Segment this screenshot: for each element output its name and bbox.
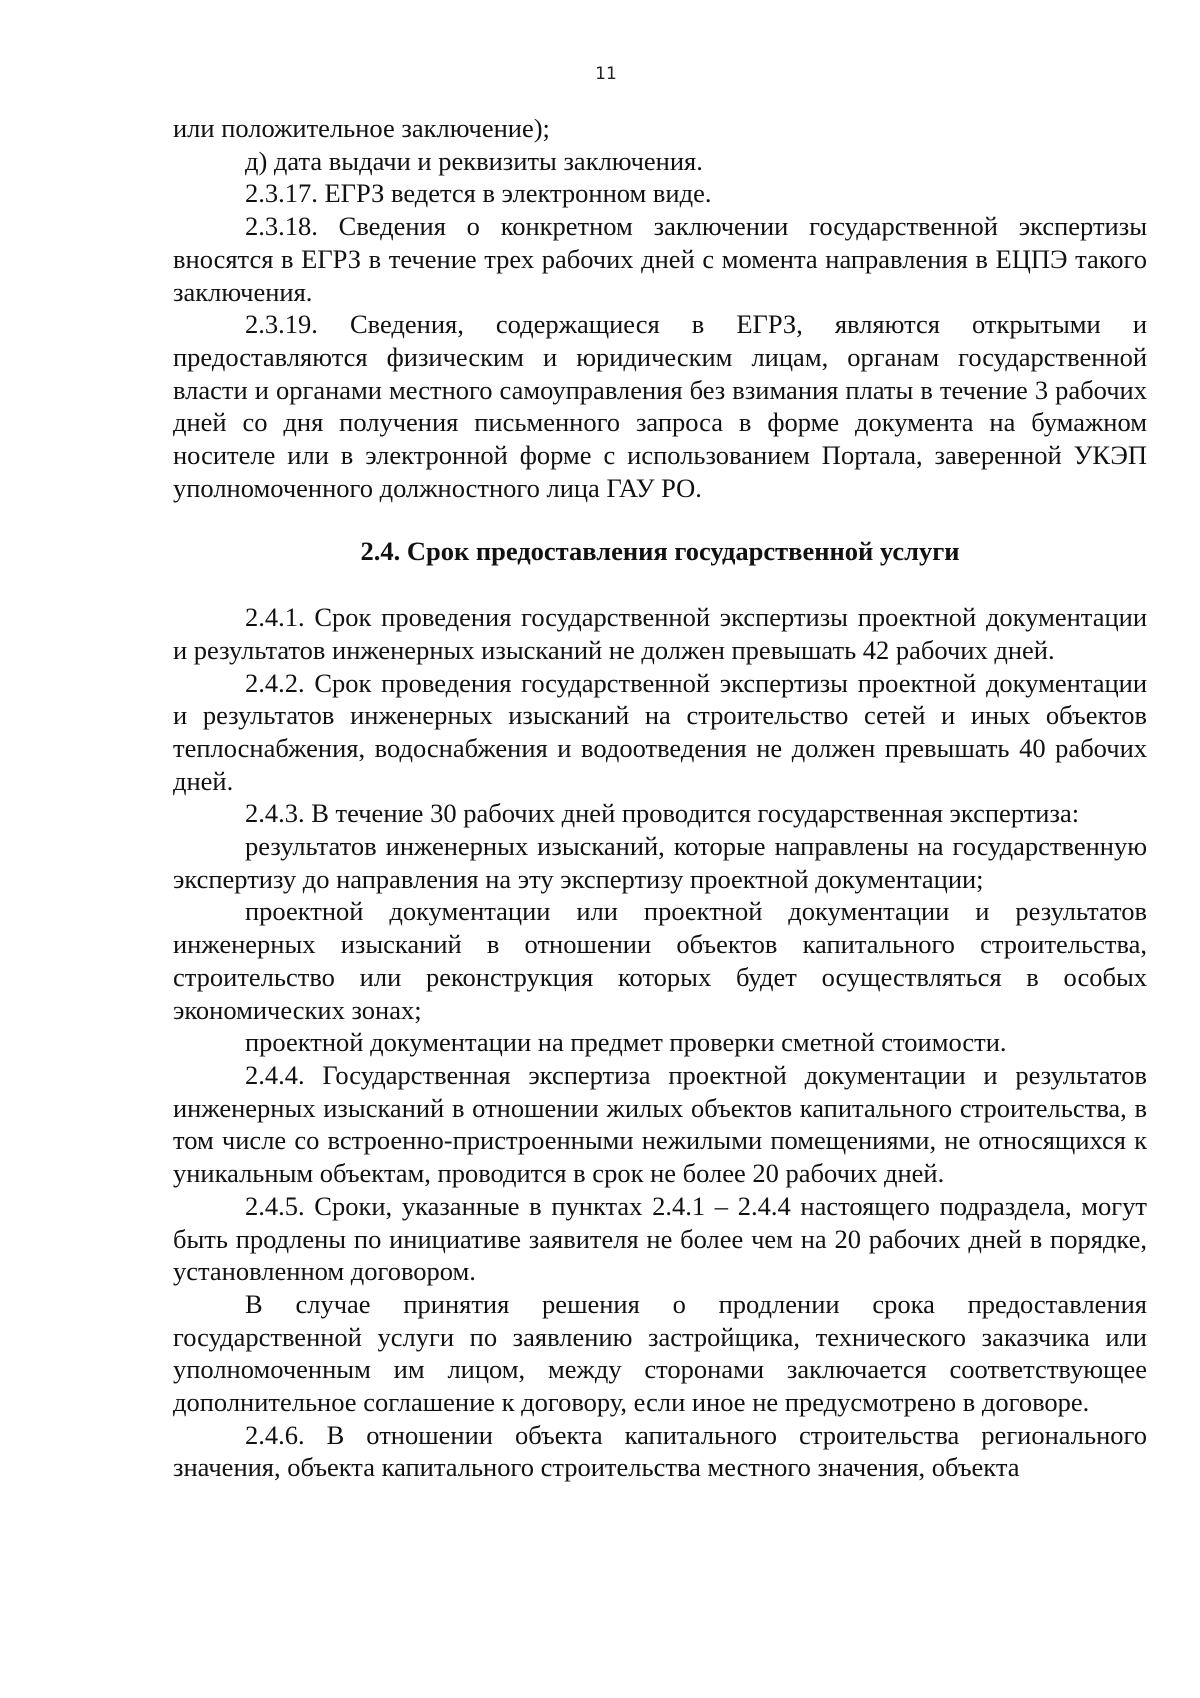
document-body bbox=[173, 112, 1147, 1484]
page-number: 11 bbox=[595, 64, 617, 84]
paragraph-2-4-5: 2.4.5. Сроки, указанные в пунктах 2.4.1 – 2.4.4 настоящего подраздела, могут быть продлены по инициативе заявителя не более чем на 20 рабочих дней в порядке, установленном договором. bbox=[173, 1190, 1147, 1287]
paragraph-item-d: д) дата выдачи и реквизиты заключения. bbox=[245, 145, 703, 176]
paragraph-extension-agreement: В случае принятия решения о продлении срока предоставления государственной услуги по заявлению застройщика, технического заказчика или уполномоченным им лицом, между сторонами заключается соответствующее дополнительное соглашение к договору, если иное не предусмотрено в договоре. bbox=[173, 1288, 1147, 1418]
paragraph-2-3-18: 2.3.18. Сведения о конкретном заключении государственной экспертизы вносятся в ЕГРЗ в течение трех рабочих дней с момента направления в ЕЦПЭ такого заключения. bbox=[173, 211, 1147, 307]
paragraph-continuation: или положительное заключение); bbox=[173, 113, 550, 143]
paragraph-2-3-19: 2.3.19. Сведения, содержащиеся в ЕГРЗ, являются открытыми и предоставляются физическим и юридическим лицам, органам государственной власти и органами местного самоуправления без взимания платы в течение 3 рабочих дней со дня получения письменного запроса в форме документа на бумажном носителе или в электронной форме с использованием Портала, заверенной УКЭП уполномоченного должностного лица ГАУ РО. bbox=[173, 309, 1147, 503]
paragraph-2-4-3-item-3: проектной документации на предмет проверки сметной стоимости. bbox=[245, 1027, 1007, 1058]
paragraph-2-4-3: 2.4.3. В течение 30 рабочих дней проводится государственная экспертиза: bbox=[245, 798, 1080, 829]
paragraph-2-4-4: 2.4.4. Государственная экспертиза проектной документации и результатов инженерных изысканий в отношении жилых объектов капитального строительства, в том числе со встроенно-пристроенными нежилыми помещениями, не относящихся к уникальным объектам, проводится в срок не более 20 рабочих дней. bbox=[173, 1059, 1147, 1189]
paragraph-2-4-6: 2.4.6. В отношении объекта капитального строительства регионального значения, объекта капитального строительства местного значения, объекта bbox=[173, 1419, 1147, 1483]
paragraph-2-4-2: 2.4.2. Срок проведения государственной экспертизы проектной документации и результатов инженерных изысканий на строительство сетей и иных объектов теплоснабжения, водоснабжения и водоотведения не должен превышать 40 рабочих дней. bbox=[173, 667, 1147, 796]
paragraph-2-4-3-item-2: проектной документации или проектной документации и результатов инженерных изысканий в отношении объектов капитального строительства, строительство или реконструкция которых будет осуществляться в особых экономических зонах; bbox=[173, 896, 1147, 1025]
paragraph-2-4-3-item-1: результатов инженерных изысканий, которые направлены на государственную экспертизу до направления на эту экспертизу проектной документации; bbox=[173, 831, 1147, 894]
paragraph-2-4-1: 2.4.1. Срок проведения государственной экспертизы проектной документации и результатов инженерных изысканий не должен превышать 42 рабочих дней. bbox=[173, 602, 1147, 665]
paragraph-2-3-17: 2.3.17. ЕГРЗ ведется в электронном виде. bbox=[245, 178, 712, 209]
section-heading-2-4: 2.4. Срок предоставления государственной услуги bbox=[360, 536, 960, 567]
